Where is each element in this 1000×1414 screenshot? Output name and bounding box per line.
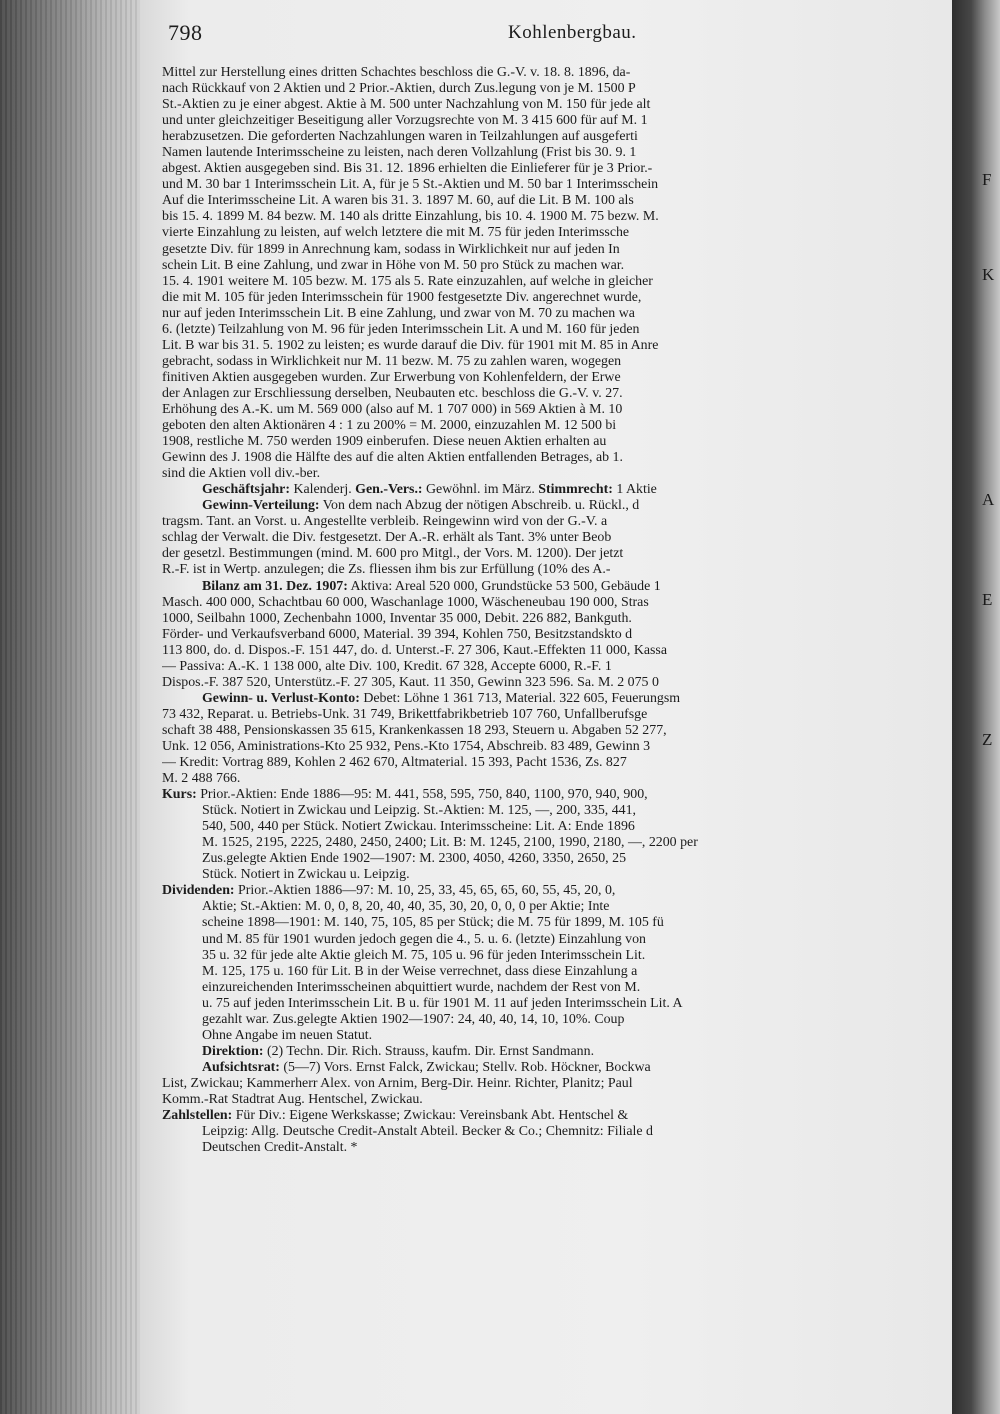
text-line — [162, 434, 942, 450]
text-line — [162, 915, 942, 931]
line-text: einzureichenden Interimsscheinen abquittiert wurde, nachdem der Rest von M. — [202, 979, 641, 995]
line-text: 1908, restliche M. 750 werden 1909 einberufen. Diese neuen Aktien erhalten au — [162, 434, 607, 450]
text-line — [162, 1044, 942, 1060]
line-text: List, Zwickau; Kammerherr Alex. von Arnim, Berg-Dir. Heinr. Richter, Planitz; Paul — [162, 1075, 633, 1091]
margin-fragment: Z — [982, 730, 993, 749]
section-label: Gewinn- u. Verlust-Konto: — [202, 690, 360, 706]
section-label: Gen.-Vers.: — [355, 482, 423, 498]
section-label: Dividenden: — [162, 883, 235, 899]
adjacent-page-edge — [952, 0, 1000, 1414]
section-label: Geschäftsjahr: — [202, 482, 290, 498]
text-line — [162, 1108, 942, 1124]
text-line — [162, 450, 942, 466]
text-line — [162, 498, 942, 514]
line-text: St.-Aktien zu je einer abgest. Aktie à M. 500 unter Nachzahlung von M. 150 für jede alt — [162, 97, 651, 113]
line-text: geboten den alten Aktionären 4 : 1 zu 200% = M. 2000, einzuzahlen M. 12 500 bi — [162, 418, 617, 434]
line-text: schlag der Verwalt. die Div. festgesetzt. Der A.-R. erhält als Tant. 3% unter Beob — [162, 530, 612, 546]
text-line — [162, 755, 942, 771]
line-text: vierte Einzahlung zu leisten, auf welch letztere die mit M. 75 für jeden Interimssche — [162, 225, 630, 241]
running-head: Kohlenbergbau. — [508, 22, 637, 43]
line-text: und M. 30 bar 1 Interimsschein Lit. A, für je 5 St.-Aktien und M. 50 bar 1 Interimsschein — [162, 177, 659, 193]
line-text: Von dem nach Abzug der nötigen Abschreib. u. Rückl., d — [319, 498, 640, 514]
line-text: Ohne Angabe im neuen Statut. — [202, 1027, 373, 1043]
text-line — [162, 1028, 942, 1044]
text-line — [162, 482, 942, 498]
line-text: nur auf jeden Interimsschein Lit. B eine Zahlung, und zwar von M. 70 zu machen wa — [162, 305, 635, 321]
line-text: Debet: Löhne 1 361 713, Material. 322 605, Feuerungsm — [359, 690, 681, 706]
line-text: Namen lautende Interimsscheine zu leisten, nach deren Vollzahlung (Frist bis 30. 9. 1 — [162, 145, 637, 161]
text-line — [162, 948, 942, 964]
line-text: Mittel zur Herstellung eines dritten Schachtes beschloss die G.-V. v. 18. 8. 1896, da- — [162, 65, 631, 80]
line-text: gesetzte Div. für 1899 in Anrechnung kam, sodass in Wirklichkeit nur auf jeden In — [162, 241, 620, 257]
text-line — [162, 145, 942, 161]
text-line — [162, 611, 942, 627]
text-line — [162, 643, 942, 659]
text-line — [162, 530, 942, 546]
line-text: Prior.-Aktien: Ende 1886—95: M. 441, 558, 595, 750, 840, 1100, 970, 940, 900, — [196, 787, 648, 803]
line-text: (5—7) Vors. Ernst Falck, Zwickau; Stellv. Rob. Höckner, Bockwa — [279, 1059, 651, 1075]
line-text: der Anlagen zur Erschliessung derselben, Neubauten etc. beschloss die G.-V. v. 27. — [162, 385, 623, 401]
line-text: Unk. 12 056, Aministrations-Kto 25 932, Pens.-Kto 1754, Abschreib. 83 489, Gewinn 3 — [162, 738, 651, 754]
text-line — [162, 161, 942, 177]
text-line — [162, 819, 942, 835]
text-line — [162, 771, 942, 787]
line-text: M. 125, 175 u. 160 für Lit. B in der Weise verrechnet, dass diese Einzahlung a — [202, 963, 638, 979]
text-line — [162, 370, 942, 386]
text-line — [162, 338, 942, 354]
text-line — [162, 225, 942, 241]
text-line — [162, 1140, 942, 1156]
margin-fragment: F — [982, 170, 992, 189]
line-text: 1 Aktie — [612, 482, 657, 498]
text-line — [162, 835, 942, 851]
page-number: 798 — [168, 20, 203, 45]
text-line — [162, 418, 942, 434]
line-text: Komm.-Rat Stadtrat Aug. Hentschel, Zwickau. — [162, 1092, 423, 1107]
line-text: Auf die Interimsscheine Lit. A waren bis 31. 3. 1897 M. 60, auf die Lit. B M. 100 als — [162, 193, 634, 209]
text-line — [162, 546, 942, 562]
margin-fragment: K — [982, 265, 995, 284]
text-line — [162, 193, 942, 209]
line-text: (2) Techn. Dir. Rich. Strauss, kaufm. Dir. Ernst Sandmann. — [263, 1043, 595, 1059]
line-text: 15. 4. 1901 weitere M. 105 bezw. M. 175 als 5. Rate einzuzahlen, auf welche in gleicher — [162, 273, 653, 289]
text-line — [162, 322, 942, 338]
text-line — [162, 723, 942, 739]
text-line — [162, 290, 942, 306]
line-text: — Passiva: A.-K. 1 138 000, alte Div. 100, Kredit. 67 328, Accepte 6000, R.-F. 1 — [162, 658, 612, 674]
line-text: sind die Aktien voll div.-ber. — [162, 466, 321, 482]
line-text: 6. (letzte) Teilzahlung von M. 96 für jeden Interimsschein Lit. A und M. 160 für jeden — [162, 321, 640, 337]
section-label: Stimmrecht: — [538, 482, 613, 498]
page-header — [168, 20, 948, 50]
section-label: Gewinn-Verteilung: — [202, 498, 320, 514]
text-line — [162, 466, 942, 482]
text-line — [162, 81, 942, 97]
text-line — [162, 627, 942, 643]
text-line — [162, 996, 942, 1012]
binding-texture — [0, 0, 150, 1414]
text-line — [162, 242, 942, 258]
line-text: Aktie; St.-Aktien: M. 0, 0, 8, 20, 40, 40, 35, 30, 20, 0, 0, 0 per Aktie; Inte — [202, 899, 610, 915]
line-text: scheine 1898—1901: M. 140, 75, 105, 85 per Stück; die M. 75 für 1899, M. 105 fü — [202, 915, 664, 931]
line-text: Zus.gelegte Aktien Ende 1902—1907: M. 2300, 4050, 4260, 3350, 2650, 25 — [202, 851, 627, 867]
text-line — [162, 851, 942, 867]
line-text: Erhöhung des A.-K. um M. 569 000 (also auf M. 1 707 000) in 569 Aktien à M. 10 — [162, 401, 623, 417]
text-line — [162, 899, 942, 915]
line-text: Gewöhnl. im März. — [422, 482, 539, 498]
text-line — [162, 659, 942, 675]
text-line — [162, 867, 942, 883]
text-line — [162, 113, 942, 129]
line-text: Masch. 400 000, Schachtbau 60 000, Waschanlage 1000, Wäscheneubau 190 000, Stras — [162, 594, 649, 610]
text-line — [162, 595, 942, 611]
text-line — [162, 386, 942, 402]
text-line — [162, 964, 942, 980]
line-text: gebracht, sodass in Wirklichkeit nur M. 11 bezw. M. 75 zu zahlen waren, wogegen — [162, 353, 622, 369]
line-text: Lit. B war bis 31. 5. 1902 zu leisten; es wurde darauf die Div. für 1901 mit M. 85 in Anre — [162, 337, 659, 353]
text-line — [162, 1124, 942, 1140]
line-text: abgest. Aktien ausgegeben sind. Bis 31. 12. 1896 erhielten die Einlieferer für je 3 Prior.- — [162, 161, 653, 177]
text-line — [162, 787, 942, 803]
text-line — [162, 1092, 942, 1108]
text-line — [162, 932, 942, 948]
line-text: 540, 500, 440 per Stück. Notiert Zwickau. Interimsscheine: Lit. A: Ende 1896 — [202, 819, 635, 835]
text-line — [162, 1076, 942, 1092]
text-line — [162, 707, 942, 723]
line-text: 113 800, do. d. Dispos.-F. 151 447, do. d. Unterst.-F. 27 306, Kaut.-Effekten 11 000, Kassa — [162, 642, 667, 658]
text-line — [162, 402, 942, 418]
text-line — [162, 97, 942, 113]
line-text: tragsm. Tant. an Vorst. u. Angestellte verbleib. Reingewinn wird von der G.-V. a — [162, 514, 608, 530]
section-label: Bilanz am 31. Dez. 1907: — [202, 578, 348, 594]
text-line — [162, 65, 942, 81]
text-line — [162, 258, 942, 274]
line-text: Aktiva: Areal 520 000, Grundstücke 53 500, Gebäude 1 — [347, 578, 661, 594]
section-label: Direktion: — [202, 1043, 264, 1059]
text-line — [162, 209, 942, 225]
text-line — [162, 739, 942, 755]
line-text: Stück. Notiert in Zwickau u. Leipzig. — [202, 867, 410, 883]
text-line — [162, 129, 942, 145]
line-text: herabzusetzen. Die geforderten Nachzahlungen waren in Teilzahlungen auf ausgeferti — [162, 129, 638, 145]
line-text: Prior.-Aktien 1886—97: M. 10, 25, 33, 45, 65, 65, 60, 55, 45, 20, 0, — [234, 883, 616, 899]
text-line — [162, 514, 942, 530]
section-label: Kurs: — [162, 787, 197, 803]
line-text: bis 15. 4. 1899 M. 84 bezw. M. 140 als dritte Einzahlung, bis 10. 4. 1900 M. 75 bezw. M. — [162, 209, 659, 225]
text-line — [162, 562, 942, 578]
margin-fragment: A — [982, 490, 995, 509]
line-text: Für Div.: Eigene Werkskasse; Zwickau: Vereinsbank Abt. Hentschel & — [232, 1108, 629, 1124]
document-body — [162, 65, 942, 1156]
line-text: gezahlt war. Zus.gelegte Aktien 1902—1907: 24, 40, 40, 14, 10, 10%. Coup — [202, 1011, 625, 1027]
line-text: 35 u. 32 für jede alte Aktie gleich M. 75, 105 u. 96 für jeden Interimsschein Lit. — [202, 947, 646, 963]
line-text: finitiven Aktien ausgegeben wurden. Zur Erwerbung von Kohlenfeldern, der Erwe — [162, 369, 621, 385]
text-line — [162, 980, 942, 996]
line-text: die mit M. 105 für jeden Interimsschein für 1900 festgesetzte Div. angerechnet wurde, — [162, 289, 642, 305]
line-text: Deutschen Credit-Anstalt. * — [202, 1140, 358, 1156]
line-text: Gewinn des J. 1908 die Hälfte des auf die alten Aktien entfallenden Betrages, ab 1. — [162, 450, 623, 466]
section-label: Zahlstellen: — [162, 1108, 233, 1124]
line-text: nach Rückkauf von 2 Aktien und 2 Prior.-Aktien, durch Zus.legung von je M. 1500 P — [162, 81, 636, 97]
text-line — [162, 691, 942, 707]
margin-fragment: E — [982, 590, 993, 609]
line-text: Kalenderj. — [289, 482, 356, 498]
line-text: und unter gleichzeitiger Beseitigung aller Vorzugsrechte von M. 3 415 600 für auf M. 1 — [162, 113, 648, 129]
section-label: Aufsichtsrat: — [202, 1059, 280, 1075]
line-text: schaft 38 488, Pensionskassen 35 615, Krankenkassen 18 293, Steuern u. Abgaben 52 277, — [162, 722, 667, 738]
line-text: 1000, Seilbahn 1000, Zechenbahn 1000, Inventar 35 000, Debit. 226 882, Bankguth. — [162, 610, 632, 626]
text-line — [162, 803, 942, 819]
text-line — [162, 579, 942, 595]
text-line — [162, 1012, 942, 1028]
line-text: M. 1525, 2195, 2225, 2480, 2450, 2400; Lit. B: M. 1245, 2100, 1990, 2180, —, 2200 per — [202, 835, 698, 851]
line-text: u. 75 auf jeden Interimsschein Lit. B u. für 1901 M. 11 auf jeden Interimsschein Lit. A — [202, 995, 683, 1011]
line-text: R.-F. ist in Wertp. anzulegen; die Zs. fliessen ihm bis zur Erfüllung (10% des A.- — [162, 562, 611, 578]
line-text: — Kredit: Vortrag 889, Kohlen 2 462 670, Altmaterial. 15 393, Pacht 1536, Zs. 827 — [162, 755, 627, 771]
text-line — [162, 306, 942, 322]
text-line — [162, 883, 942, 899]
line-text: Förder- und Verkaufsverband 6000, Material. 39 394, Kohlen 750, Besitzstandskto d — [162, 626, 633, 642]
line-text: Stück. Notiert in Zwickau und Leipzig. St.-Aktien: M. 125, —, 200, 335, 441, — [202, 803, 637, 819]
line-text: Dispos.-F. 387 520, Unterstütz.-F. 27 305, Kaut. 11 350, Gewinn 323 596. Sa. M. 2 075 0 — [162, 674, 659, 690]
line-text: der gesetzl. Bestimmungen (mind. M. 600 pro Mitgl., der Vors. M. 1200). Der jetzt — [162, 546, 624, 562]
line-text: M. 2 488 766. — [162, 771, 241, 787]
text-line — [162, 1060, 942, 1076]
text-line — [162, 274, 942, 290]
text-line — [162, 675, 942, 691]
line-text: schein Lit. B eine Zahlung, und zwar in Höhe von M. 50 pro Stück zu machen war. — [162, 257, 625, 273]
line-text: 73 432, Reparat. u. Betriebs-Unk. 31 749, Brikettfabrikbetrieb 107 760, Unfallberufsge — [162, 706, 648, 722]
text-line — [162, 354, 942, 370]
line-text: Leipzig: Allg. Deutsche Credit-Anstalt Abteil. Becker & Co.; Chemnitz: Filiale d — [202, 1124, 653, 1140]
line-text: und M. 85 für 1901 wurden jedoch gegen die 4., 5. u. 6. (letzte) Einzahlung von — [202, 931, 647, 947]
text-line — [162, 177, 942, 193]
